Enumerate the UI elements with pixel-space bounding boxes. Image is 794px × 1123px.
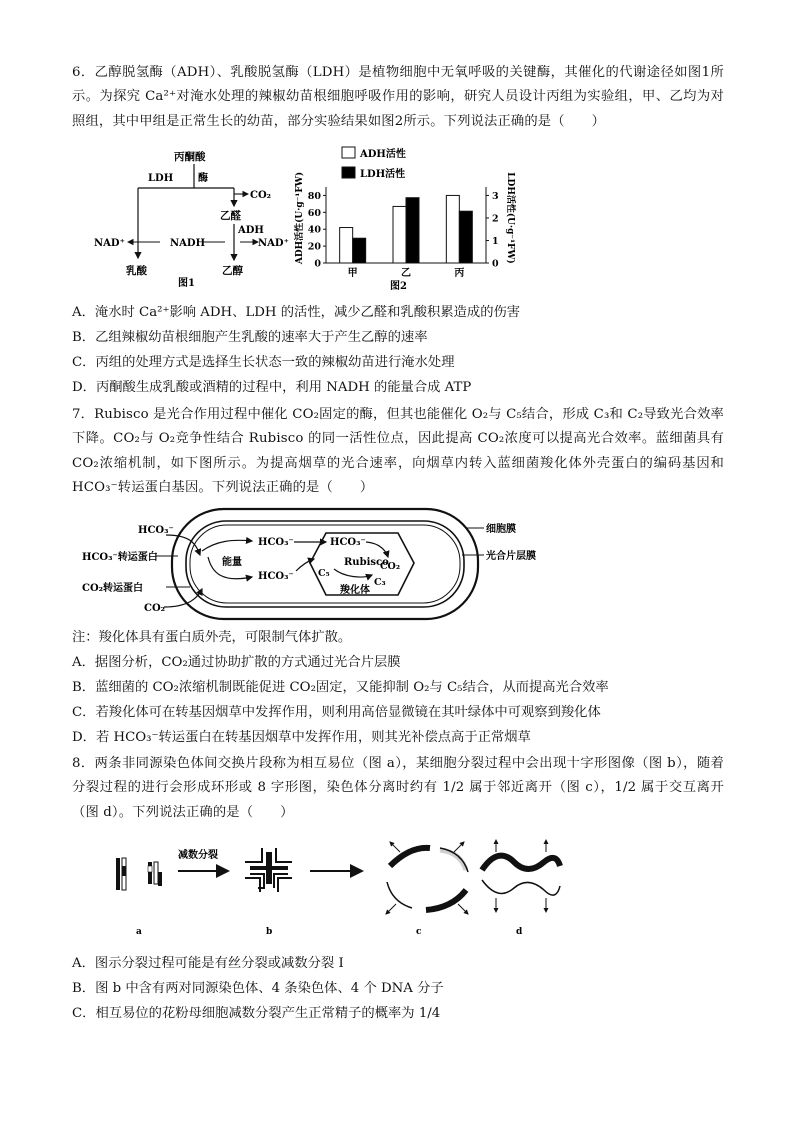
figure-a-chromosomes [116, 858, 162, 890]
label-b: b [266, 927, 273, 937]
cell-membrane-label: 细胞膜 [486, 524, 516, 535]
figure-translocation [100, 836, 570, 944]
question-7-option-d: D．若 HCO₃⁻转运蛋白在转基因烟草中发挥作用，则其光补偿点高于正常烟草 [72, 730, 531, 745]
question-7-stem: 7．Rubisco 是光合作用过程中催化 CO₂固定的酶，但其也能催化 O₂与 C₅结合，形成 C₃和 C₂导致光合效率下降。CO₂与 O₂竞争性结合 Rubisco 的同一活性位点，因此提高 CO₂浓度可以提高光合效率。蓝细菌具有 CO₂浓缩机制，如下图所示。为提高烟草的光合速率，向烟草内转入蓝细菌羧化体外壳蛋白的编码基因和 HCO₃⁻转运蛋白基因。下列说法正确的是（ ） [72, 407, 724, 496]
co2-outside: CO₂ [144, 603, 166, 614]
y-axis-right-label: LDH活性(U·g⁻¹FW) [505, 172, 515, 264]
c3-label: C₃ [374, 577, 386, 588]
bar-adh [340, 228, 353, 263]
question-7-option-c: C．若羧化体可在转基因烟草中发挥作用，则利用高倍显微镜在其叶绿体中可观察到羧化体 [72, 705, 601, 720]
x-tick-label: 丙 [454, 268, 465, 279]
y-tick-label-left: 80 [307, 190, 321, 202]
y-tick-label-left: 0 [314, 258, 321, 270]
legend-ldh-swatch [342, 167, 355, 178]
y-axis-left-label: ADH活性(U·g⁻¹FW) [295, 171, 305, 265]
y-tick-label-right: 3 [492, 190, 499, 202]
question-8-stem: 8．两条非同源染色体间交换片段称为相互易位（图 a），某细胞分裂过程中会出现十字形图像（图 b），随着分裂过程的进行会形成环形或 8 字形图，染色体分离时约有 1/2 属于邻近离开（图 c），1/2 属于交互离开（图 d）。下列说法正确的是（ ） [72, 756, 724, 820]
fig1-acetaldehyde: 乙醛 [220, 210, 241, 222]
hco3-cytoplasm-bottom: HCO₃⁻ [258, 571, 294, 582]
question-6-option-b: B．乙组辣椒幼苗根细胞产生乳酸的速率大于产生乙醇的速率 [72, 330, 428, 345]
question-6-stem: 6．乙醇脱氢酶（ADH）、乳酸脱氢酶（LDH）是植物细胞中无氧呼吸的关键酶，其催化的代谢途径如图1所示。为探究 Ca²⁺对淹水处理的辣椒幼苗根细胞呼吸作用的影响，研究人员设计丙组为实验组，甲、乙均为对照组，其中甲组是正常生长的幼苗，部分实验结果如图2所示。下列说法正确的是（ ） [72, 65, 724, 129]
bar-ldh [353, 238, 366, 263]
question-6-option-d: D．丙酮酸生成乳酸或酒精的过程中，利用 NADH 的能量合成 ATP [72, 380, 472, 395]
y-tick-label-right: 0 [492, 258, 499, 270]
fig1-pyruvate: 丙酮酸 [174, 151, 206, 163]
carboxysome-label: 羧化体 [340, 585, 370, 596]
label-c: c [416, 927, 422, 937]
bar-ldh [459, 211, 472, 263]
question-8-option-c: C．相互易位的花粉母细胞减数分裂产生正常精子的概率为 1/4 [72, 1006, 441, 1021]
y-tick-label-right: 2 [492, 213, 499, 225]
question-6-option-c: C．丙组的处理方式是选择生长状态一致的辣椒幼苗进行淹水处理 [72, 355, 455, 370]
question-8-option-b: B．图 b 中含有两对同源染色体、4 条染色体、4 个 DNA 分子 [72, 981, 444, 996]
meiosis-label: 减数分裂 [178, 850, 218, 861]
question-7-option-a: A．据图分析，CO₂通过协助扩散的方式通过光合片层膜 [72, 655, 401, 670]
co2-carboxysome: CO₂ [380, 561, 400, 572]
hco3-cytoplasm-top: HCO₃⁻ [258, 537, 294, 548]
fig1-nad-right: NAD⁺ [258, 238, 289, 249]
bar-adh [393, 206, 406, 263]
fig1-adh-label: ADH [238, 225, 264, 236]
hco3-carboxysome: HCO₃⁻ [330, 537, 366, 548]
hco3-transporter-label: HCO₃⁻转运蛋白 [82, 552, 158, 563]
question-6-option-a: A．淹水时 Ca²⁺影响 ADH、LDH 的活性，减少乙醛和乳酸积累造成的伤害 [72, 305, 521, 320]
fig1-nadh: NADH [170, 238, 206, 249]
fig1-ldh-label: LDH [148, 173, 174, 184]
question-7-option-b: B．蓝细菌的 CO₂浓缩机制既能促进 CO₂固定，又能抑制 O₂与 C₅结合，从而提高光合效率 [72, 680, 609, 695]
c5-label: C₅ [318, 568, 330, 579]
rubisco-label: Rubisco [344, 557, 389, 568]
fig1-nad-left: NAD⁺ [94, 238, 125, 249]
fig1-caption: 图1 [178, 278, 195, 289]
energy-label: 能量 [222, 557, 242, 568]
bar-adh [446, 195, 459, 263]
hco3-outside: HCO₃⁻ [138, 525, 174, 536]
legend-adh-label: ADH活性 [360, 149, 406, 160]
figure-co2-concentrating-mechanism [82, 505, 536, 623]
figure-1-pathway [90, 148, 290, 288]
legend-ldh-label: LDH活性 [360, 169, 406, 180]
thylakoid-label: 光合片层膜 [486, 551, 536, 562]
x-tick-label: 甲 [347, 268, 358, 279]
y-tick-label-left: 40 [307, 224, 321, 236]
label-d: d [516, 927, 523, 937]
y-tick-label-left: 20 [307, 241, 321, 253]
question-7-note: 注：羧化体具有蛋白质外壳，可限制气体扩散。 [72, 630, 352, 645]
question-8-option-a: A．图示分裂过程可能是有丝分裂或减数分裂 I [72, 956, 344, 971]
co2-transporter-label: CO₂转运蛋白 [82, 583, 144, 594]
figure-2-bar-chart [290, 143, 520, 293]
fig1-co2: CO₂ [250, 190, 272, 201]
figure-d-figure-eight [482, 840, 560, 912]
figure-c-ring [386, 842, 468, 914]
y-tick-label-left: 60 [307, 207, 321, 219]
x-tick-label: 乙 [401, 268, 411, 279]
label-a: a [136, 927, 142, 937]
fig1-enzyme-label: 酶 [198, 173, 208, 184]
y-tick-label-right: 1 [492, 235, 499, 247]
bar-ldh [406, 198, 419, 263]
fig2-caption: 图2 [390, 281, 407, 292]
fig1-ethanol: 乙醇 [222, 265, 243, 277]
legend-adh-swatch [342, 147, 355, 158]
figure-b-cross [245, 848, 292, 892]
fig1-lactic-acid: 乳酸 [126, 265, 147, 277]
